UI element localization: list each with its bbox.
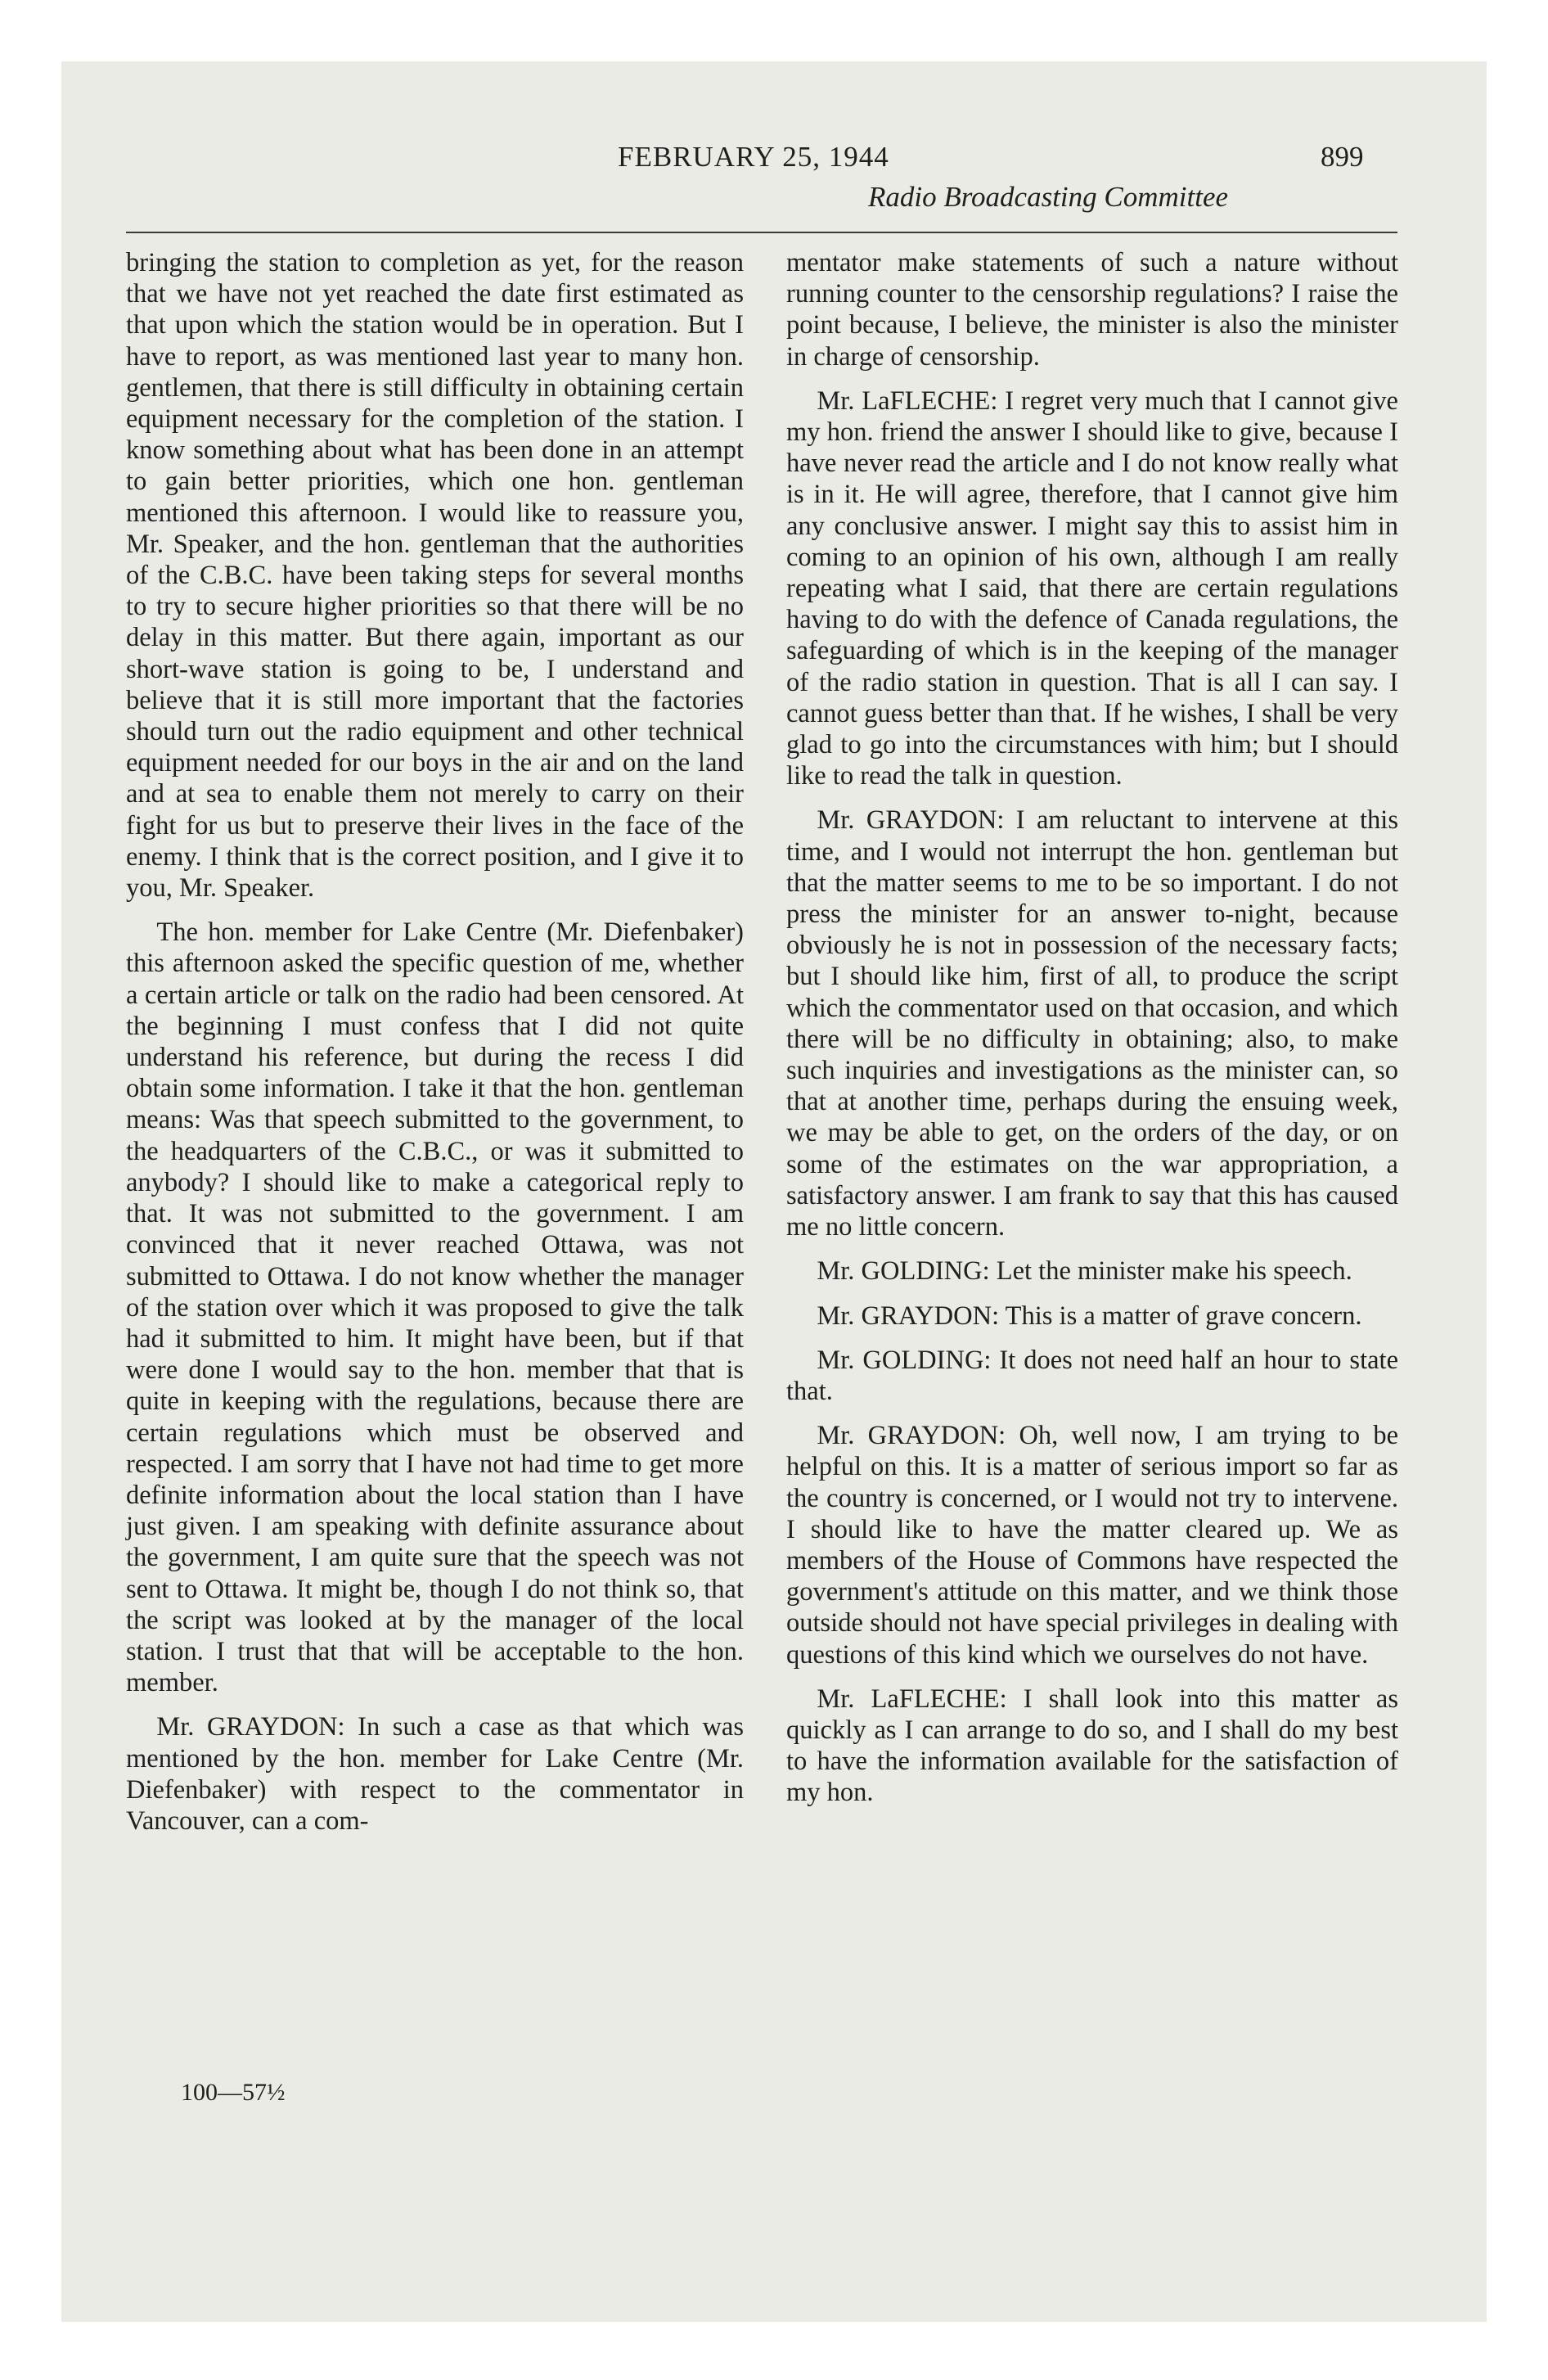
page-number: 899	[1321, 141, 1364, 173]
right-column	[786, 247, 1398, 1809]
paragraph: Mr. GRAYDON: In such a case as that which was mentioned by the hon. member for Lake Centre (Mr. Diefenbaker) with respect to the commentator in Vancouver, can a com-	[126, 1712, 744, 1836]
paragraph: Mr. GRAYDON: I am reluctant to intervene at this time, and I would not interrupt the hon. gentleman but that the matter seems to me to be so important. I do not press the minister for an answer to-night, because obviously he is not in possession of the necessary facts; but I should like him, first of all, to produce the script which the commentator used on that occasion, and which there will be no difficulty in obtaining; also, to make such inquiries and investigations as the minister can, so that at another time, perhaps during the ensuing week, we may be able to get, on the orders of the day, or on some of the estimates on the war appropriation, a satisfactory answer. I am frank to say that this has caused me no little concern.	[786, 805, 1398, 1242]
signature-mark: 100—57½	[181, 2079, 286, 2106]
paragraph: Mr. GOLDING: Let the minister make his speech.	[817, 1256, 1352, 1287]
paragraph: Mr. GOLDING: It does not need half an hour to state that.	[786, 1345, 1398, 1406]
paragraph: Mr. LaFLECHE: I regret very much that I cannot give my hon. friend the answer I should like to give, because I have never read the article and I do not know really what is in it. He will agree, therefore, that I cannot give him any conclusive answer. I might say this to assist him in coming to an opinion of his own, although I am really repeating what I said, that there are certain regulations having to do with the defence of Canada regulations, the safeguarding of which is in the keeping of the manager of the radio station in question. That is all I can say. I cannot guess better than that. If he wishes, I shall be very glad to go into the circumstances with him; but I should like to read the talk in question.	[786, 385, 1398, 791]
header-date: FEBRUARY 25, 1944	[618, 141, 889, 173]
paragraph: Mr. LaFLECHE: I shall look into this matter as quickly as I can arrange to do so, and I shall do my best to have the information available for the satisfaction of my hon.	[786, 1684, 1398, 1808]
paragraph: bringing the station to completion as yet, for the reason that we have not yet reached the date first estimated as that upon which the station would be in operation. But I have to report, as was mentioned last year to many hon. gentlemen, that there is still difficulty in obtaining certain equipment necessary for the completion of the station. I know something about what has been done in an attempt to gain better priorities, which one hon. gentleman mentioned this afternoon. I would like to reassure you, Mr. Speaker, and the hon. gentleman that the authorities of the C.B.C. have been taking steps for several months to try to secure higher priorities so that there will be no delay in this matter. But there again, important as our short-wave station is going to be, I understand and believe that it is still more important that the factories should turn out the radio equipment and other technical equipment needed for our boys in the air and on the land and at sea to enable them not merely to carry on their fight for us but to preserve their lives in the face of the enemy. I think that is the correct position, and I give it to you, Mr. Speaker.	[126, 248, 744, 904]
committee-title: Radio Broadcasting Committee	[868, 181, 1229, 213]
paragraph: Mr. GRAYDON: This is a matter of grave concern.	[817, 1300, 1362, 1331]
paragraph: The hon. member for Lake Centre (Mr. Diefenbaker) this afternoon asked the specific question of me, whether a certain article or talk on the radio had been censored. At the beginning I must confess that I did not quite understand his reference, but during the recess I did obtain some information. I take it that the hon. gentleman means: Was that speech submitted to the government, to the headquarters of the C.B.C., or was it submitted to anybody? I should like to make a categorical reply to that. It was not submitted to the government. I am convinced that it never reached Ottawa, was not submitted to Ottawa. I do not know whether the manager of the station over which it was proposed to give the talk had it submitted to him. It might have been, but if that were done I would say to the hon. member that that is quite in keeping with the regulations, because there are certain regulations which must be observed and respected. I am sorry that I have not had time to get more definite information about the local station than I have just given. I am speaking with definite assurance about the government, I am quite sure that the speech was not sent to Ottawa. It might be, though I do not think so, that the script was looked at by the manager of the local station. I trust that that will be acceptable to the hon. member.	[126, 917, 744, 1698]
paragraph: Mr. GRAYDON: Oh, well now, I am trying to be helpful on this. It is a matter of serious import so far as the country is concerned, or I would not try to intervene. I should like to have the matter cleared up. We as members of the House of Commons have respected the government's attitude on this matter, and we think those outside should not have special privileges in dealing with questions of this kind which we ourselves do not have.	[786, 1421, 1398, 1670]
left-column	[126, 247, 744, 1837]
header-rule	[126, 232, 1397, 233]
paragraph: mentator make statements of such a nature without running counter to the censorship regulations? I raise the point because, I believe, the minister is also the minister in charge of censorship.	[786, 248, 1398, 372]
